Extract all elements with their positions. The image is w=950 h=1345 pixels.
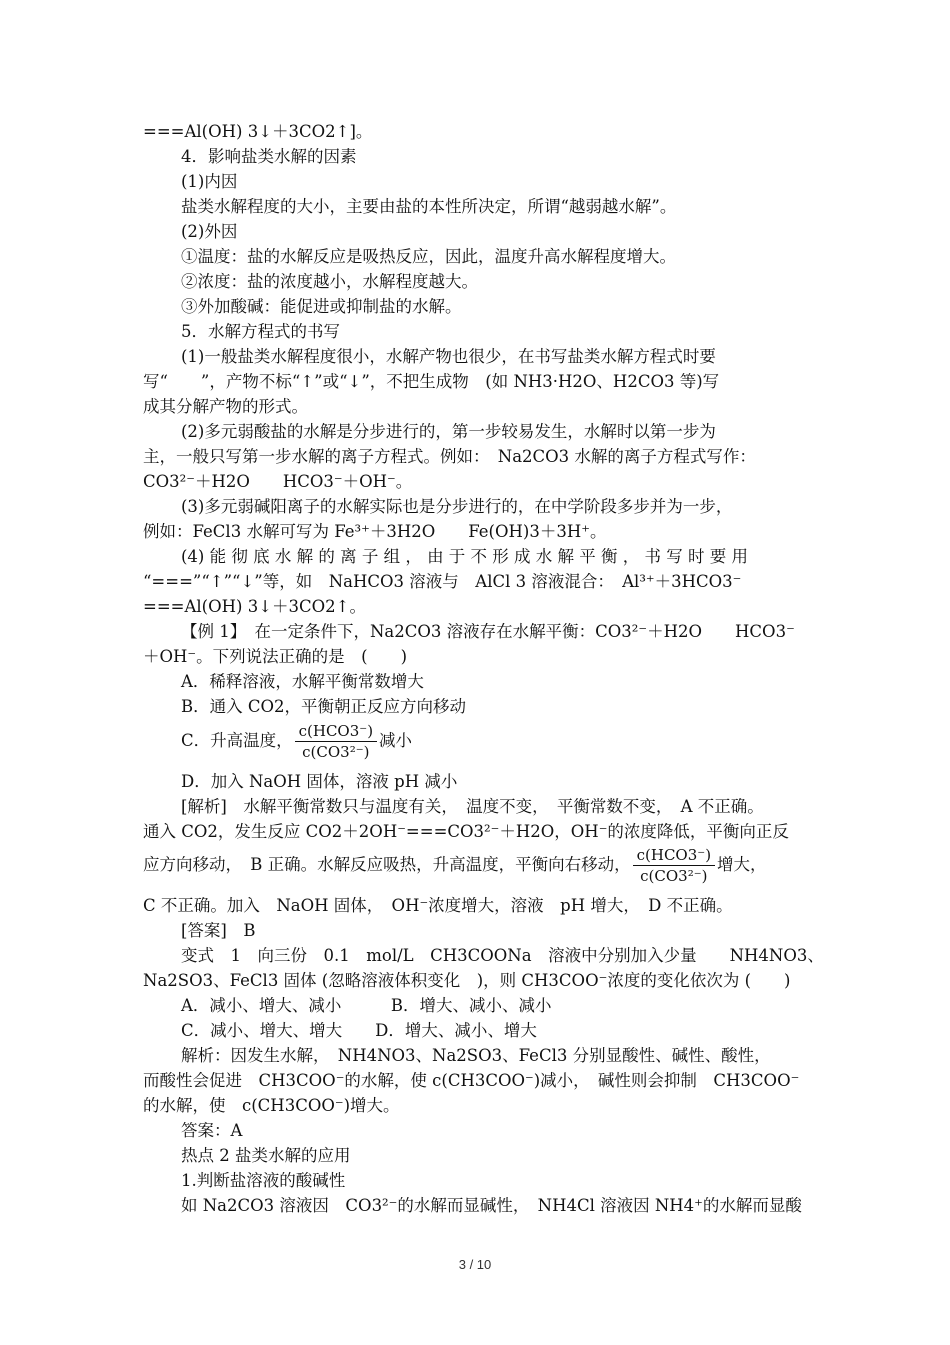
option-d: D．加入 NaOH 固体，溶液 pH 减小 xyxy=(181,772,458,791)
answer-line: [答案] B xyxy=(181,921,256,940)
analysis-line: 而酸性会促进 CH3COO⁻的水解，使 c(CH3COO⁻)减小， 碱性则会抑制 CH3COO⁻ xyxy=(143,1071,800,1090)
section-heading: 4．影响盐类水解的因素 xyxy=(181,147,357,166)
option-c xyxy=(181,722,851,762)
text-line: 主，一般只写第一步水解的离子方程式。例如： Na2CO3 水解的离子方程式写作： xyxy=(143,447,756,466)
text-line: 盐类水解程度的大小，主要由盐的本性所决定，所谓“越弱越水解”。 xyxy=(181,197,677,216)
text-line: ③外加酸碱：能促进或抑制盐的水解。 xyxy=(181,297,462,316)
variant-question: Na2SO3、FeCl3 固体 (忽略溶液体积变化 )，则 CH3COO⁻浓度的变化依次为 ( ) xyxy=(143,971,791,990)
variant-options: C．减小、增大、增大 D．增大、减小、增大 xyxy=(181,1021,537,1040)
fraction-numerator: c(HCO3⁻) xyxy=(295,722,377,742)
text-line: ===Al(OH) 3↓＋3CO2↑]。 xyxy=(143,122,373,141)
equation-line: “===”“↑”“↓”等，如 NaHCO3 溶液与 AlCl 3 溶液混合： Al³⁺＋3HCO3⁻ xyxy=(143,572,742,591)
analysis-line: 通入 CO2，发生反应 CO2＋2OH⁻===CO3²⁻＋H2O，OH⁻的浓度降低，平衡向正反 xyxy=(143,822,789,841)
text-line: (3)多元弱碱阳离子的水解实际也是分步进行的，在中学阶段多步并为一步， xyxy=(181,497,733,516)
example-question: 【例 1】 在一定条件下，Na2CO3 溶液存在水解平衡：CO3²⁻＋H2O HCO3⁻ xyxy=(181,622,795,641)
analysis-text: 应方向移动， B 正确。水解反应吸热，升高温度，平衡向右移动， xyxy=(143,855,631,874)
concentration-ratio-fraction xyxy=(633,846,715,885)
option-c-label: C．升高温度， xyxy=(181,731,293,750)
analysis-line: [解析] 水解平衡常数只与温度有关， 温度不变， 平衡常数不变， A 不正确。 xyxy=(181,797,764,816)
text-line: 如 Na2CO3 溶液因 CO3²⁻的水解而显碱性， NH4Cl 溶液因 NH4⁺的水解而显酸 xyxy=(181,1196,802,1215)
equation-line: ===Al(OH) 3↓＋3CO2↑。 xyxy=(143,597,366,616)
option-b: B．通入 CO2，平衡朝正反应方向移动 xyxy=(181,697,467,716)
option-a: A．稀释溶液，水解平衡常数增大 xyxy=(181,672,424,691)
subheading: (1)内因 xyxy=(181,172,238,191)
fraction-denominator: c(CO3²⁻) xyxy=(640,867,708,885)
section-heading: 热点 2 盐类水解的应用 xyxy=(181,1146,351,1165)
text-line: 成其分解产物的形式。 xyxy=(143,397,308,416)
analysis-line: 解析：因发生水解， NH4NO3、Na2SO3、FeCl3 分别显酸性、碱性、酸性， xyxy=(181,1046,771,1065)
analysis-line: C 不正确。加入 NaOH 固体， OH⁻浓度增大，溶液 pH 增大， D 不正确。 xyxy=(143,896,733,915)
section-heading: 5．水解方程式的书写 xyxy=(181,322,340,341)
subheading: (2)外因 xyxy=(181,222,238,241)
text-line: 写“ ”，产物不标“↑”或“↓”，不把生成物 (如 NH3·H2O、H2CO3 等)写 xyxy=(143,372,720,391)
equation-line: 例如：FeCl3 水解可写为 Fe³⁺＋3H2O Fe(OH)3＋3H⁺。 xyxy=(143,522,607,541)
text-line: ②浓度：盐的浓度越小，水解程度越大。 xyxy=(181,272,478,291)
variant-question: 变式 1 向三份 0.1 mol/L CH3COONa 溶液中分别加入少量 NH4NO3、 xyxy=(181,946,824,965)
analysis-line xyxy=(143,846,813,886)
fraction-denominator: c(CO3²⁻) xyxy=(302,743,370,761)
text-line: (4) 能 彻 底 水 解 的 离 子 组 ， 由 于 不 形 成 水 解 平 衡 ， 书 写 时 要 用 xyxy=(181,547,748,566)
concentration-ratio-fraction xyxy=(295,722,377,761)
text-line: ①温度：盐的水解反应是吸热反应，因此，温度升高水解程度增大。 xyxy=(181,247,676,266)
subheading: 1.判断盐溶液的酸碱性 xyxy=(181,1171,346,1190)
variant-options: A．减小、增大、减小 B．增大、减小、减小 xyxy=(181,996,552,1015)
text-line: (1)一般盐类水解程度很小，水解产物也很少，在书写盐类水解方程式时要 xyxy=(181,347,716,366)
equation-line: CO3²⁻＋H2O HCO3⁻＋OH⁻。 xyxy=(143,472,413,491)
option-c-suffix: 减小 xyxy=(379,731,413,750)
text-line: (2)多元弱酸盐的水解是分步进行的，第一步较易发生，水解时以第一步为 xyxy=(181,422,716,441)
page-number: 3 / 10 xyxy=(458,1257,492,1272)
answer-line: 答案：A xyxy=(181,1121,243,1140)
analysis-line: 的水解，使 c(CH3COO⁻)增大。 xyxy=(143,1096,400,1115)
fraction-numerator: c(HCO3⁻) xyxy=(633,846,715,866)
analysis-suffix: 增大， xyxy=(717,855,767,874)
example-question: ＋OH⁻。下列说法正确的是 ( ) xyxy=(143,647,407,666)
